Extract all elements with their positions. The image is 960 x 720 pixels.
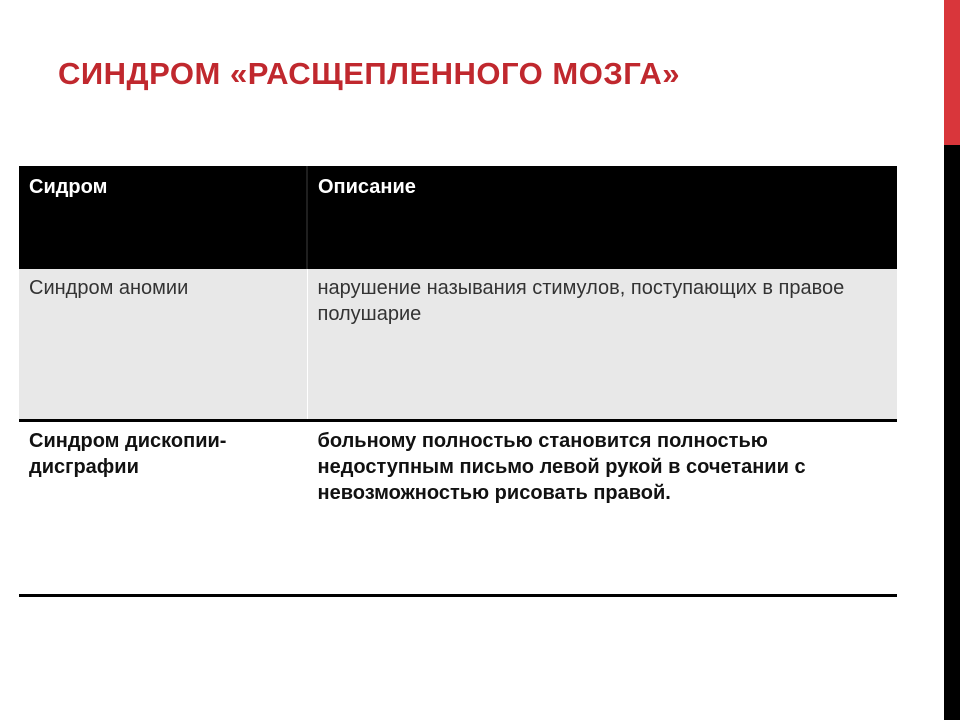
slide-title: СИНДРОМ «РАСЩЕПЛЕННОГО МОЗГА» xyxy=(58,56,681,91)
table-header-row xyxy=(19,166,897,269)
syndrome-table xyxy=(19,166,897,597)
column-header-description: Описание xyxy=(307,166,897,269)
table-row xyxy=(19,420,897,595)
syndrome-name-cell: Синдром аномии xyxy=(29,277,189,299)
side-accent-bar-red xyxy=(944,0,960,145)
column-header-syndrome: Сидром xyxy=(29,176,108,198)
syndrome-description-cell: нарушение называния стимулов, поступающих в правое полушарие xyxy=(307,269,897,420)
side-accent-bar xyxy=(944,0,960,720)
side-accent-bar-black xyxy=(944,145,960,720)
syndrome-name-cell: Синдром дископии-дисграфии xyxy=(19,420,307,595)
syndrome-description-cell: больному полностью становится полностью недоступным письмо левой рукой в сочетании с невозможностью рисовать правой. xyxy=(307,420,897,595)
table-row xyxy=(19,269,897,420)
